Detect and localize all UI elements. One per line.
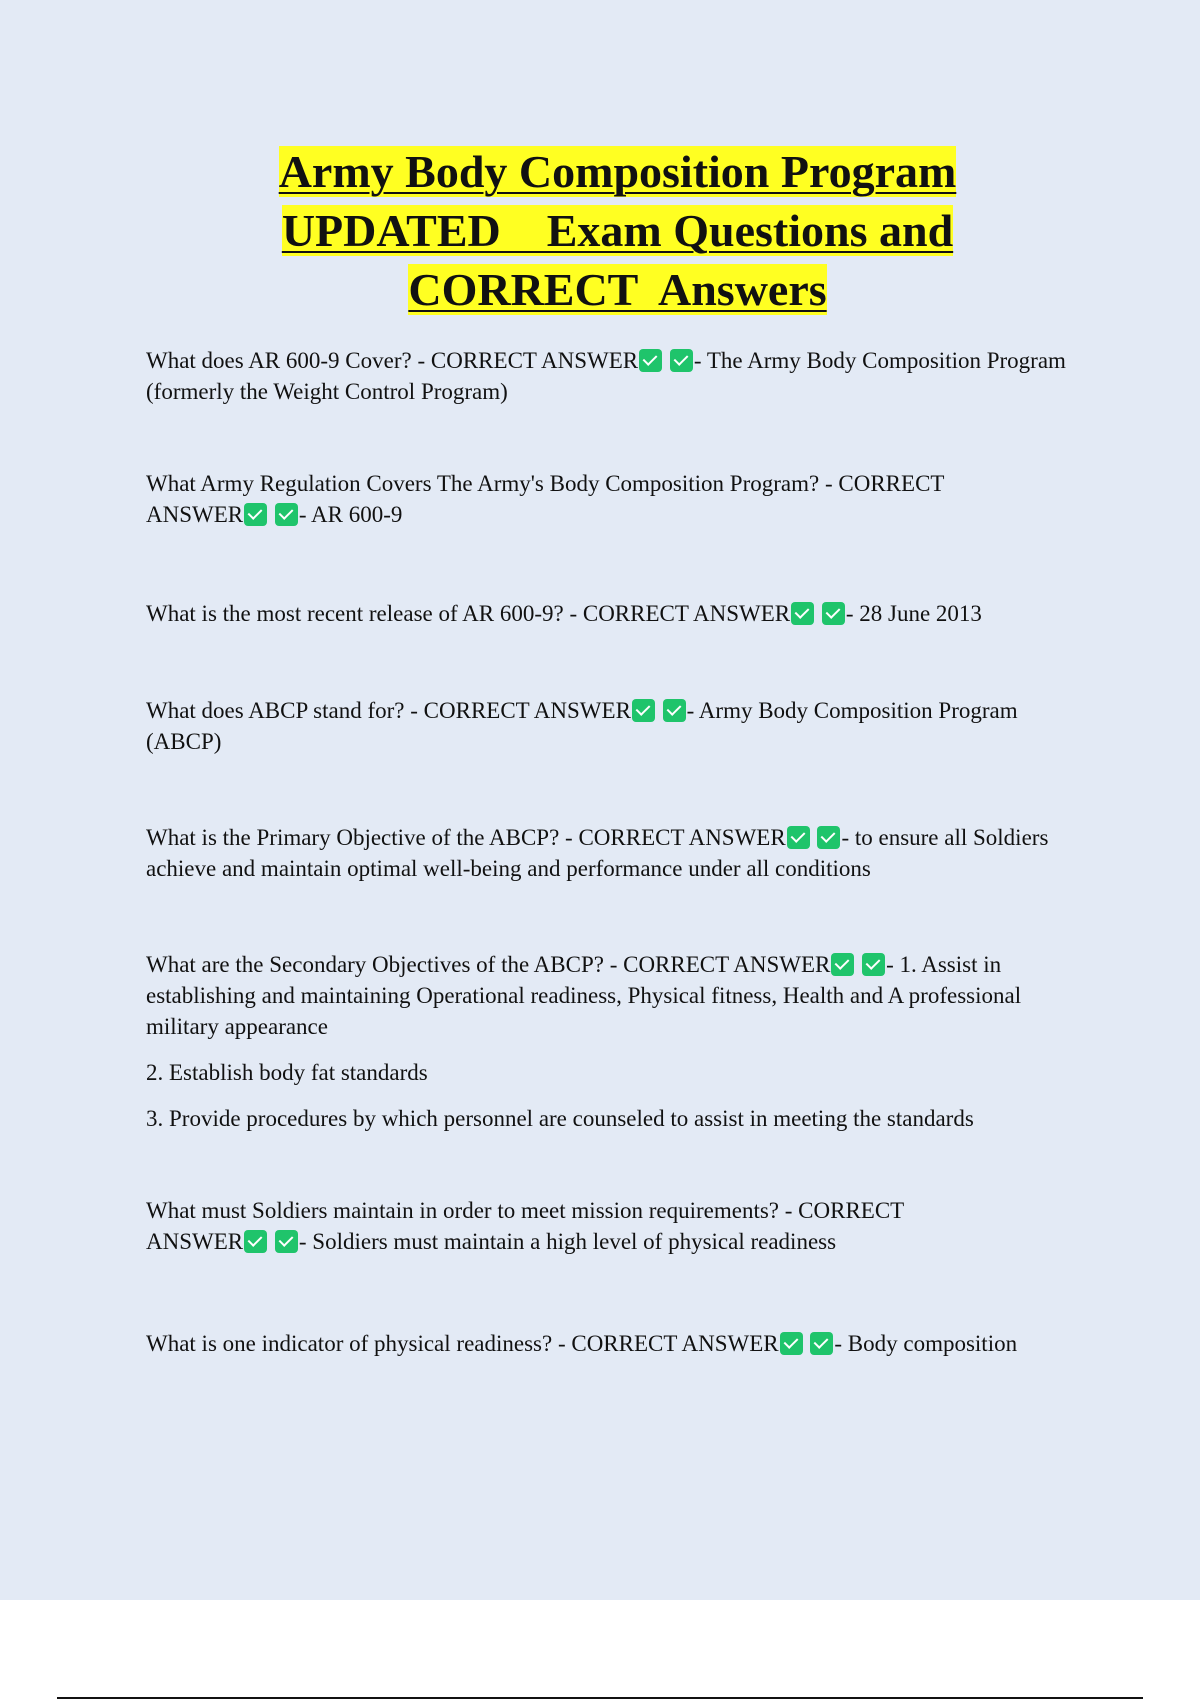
qa-item xyxy=(146,468,1006,530)
check-mark-icon xyxy=(787,826,810,849)
answer-continuation-line: 3. Provide procedures by which personnel are counseled to assist in meeting the standards xyxy=(146,1106,974,1131)
check-mark-icon xyxy=(244,503,267,526)
question-text: What Army Regulation Covers The Army's Body Composition Program? - CORRECT ANSWER xyxy=(146,471,945,527)
check-mark-icon xyxy=(791,602,814,625)
question-text: What is the Primary Objective of the ABCP? - CORRECT ANSWER xyxy=(146,825,786,850)
answer-text: - Army Body Composition Program (ABCP) xyxy=(146,698,1018,754)
qa-item xyxy=(146,1195,976,1257)
check-mark-icon xyxy=(831,953,854,976)
title-line-2: UPDATED Exam Questions and xyxy=(281,205,954,256)
qa-item xyxy=(146,345,1071,407)
question-text: What are the Secondary Objectives of the ABCP? - CORRECT ANSWER xyxy=(146,952,831,977)
qa-item xyxy=(146,695,1086,757)
check-mark-icon xyxy=(244,1230,267,1253)
qa-item xyxy=(146,949,1086,1042)
check-mark-icon xyxy=(275,1230,298,1253)
answer-text: - to ensure all Soldiers achieve and maintain optimal well-being and performance under all conditions xyxy=(146,825,1049,881)
question-text: What is the most recent release of AR 600-9? - CORRECT ANSWER xyxy=(146,601,791,626)
question-text: What does ABCP stand for? - CORRECT ANSWER xyxy=(146,698,631,723)
check-mark-icon xyxy=(822,602,845,625)
title-line-3: CORRECT Answers xyxy=(408,264,827,315)
answer-text: - 1. Assist in establishing and maintaining Operational readiness, Physical fitness, Health and A professional military appearance xyxy=(146,952,1022,1039)
answer-text: - The Army Body Composition Program (formerly the Weight Control Program) xyxy=(146,348,1066,404)
answer-text: - Soldiers must maintain a high level of physical readiness xyxy=(298,1229,837,1254)
question-text: What must Soldiers maintain in order to meet mission requirements? - CORRECT ANSWER xyxy=(146,1198,904,1254)
answer-text: - 28 June 2013 xyxy=(845,601,982,626)
document-title xyxy=(0,142,1200,319)
check-mark-icon xyxy=(639,349,662,372)
answer-text: - Body composition xyxy=(834,1331,1018,1356)
check-mark-icon xyxy=(670,349,693,372)
check-mark-icon xyxy=(817,826,840,849)
answer-text: - AR 600-9 xyxy=(298,502,403,527)
qa-item xyxy=(146,822,1086,884)
question-text: What does AR 600-9 Cover? - CORRECT ANSWER xyxy=(146,348,639,373)
qa-item xyxy=(146,598,1086,629)
question-text: What is one indicator of physical readiness? - CORRECT ANSWER xyxy=(146,1331,779,1356)
footer-divider xyxy=(57,1697,1143,1699)
title-line-1: Army Body Composition Program xyxy=(278,146,957,197)
check-mark-icon xyxy=(862,953,885,976)
check-mark-icon xyxy=(810,1332,833,1355)
check-mark-icon xyxy=(780,1332,803,1355)
check-mark-icon xyxy=(275,503,298,526)
check-mark-icon xyxy=(663,699,686,722)
qa-item xyxy=(146,1328,1086,1359)
check-mark-icon xyxy=(632,699,655,722)
answer-continuation-line: 2. Establish body fat standards xyxy=(146,1060,428,1085)
